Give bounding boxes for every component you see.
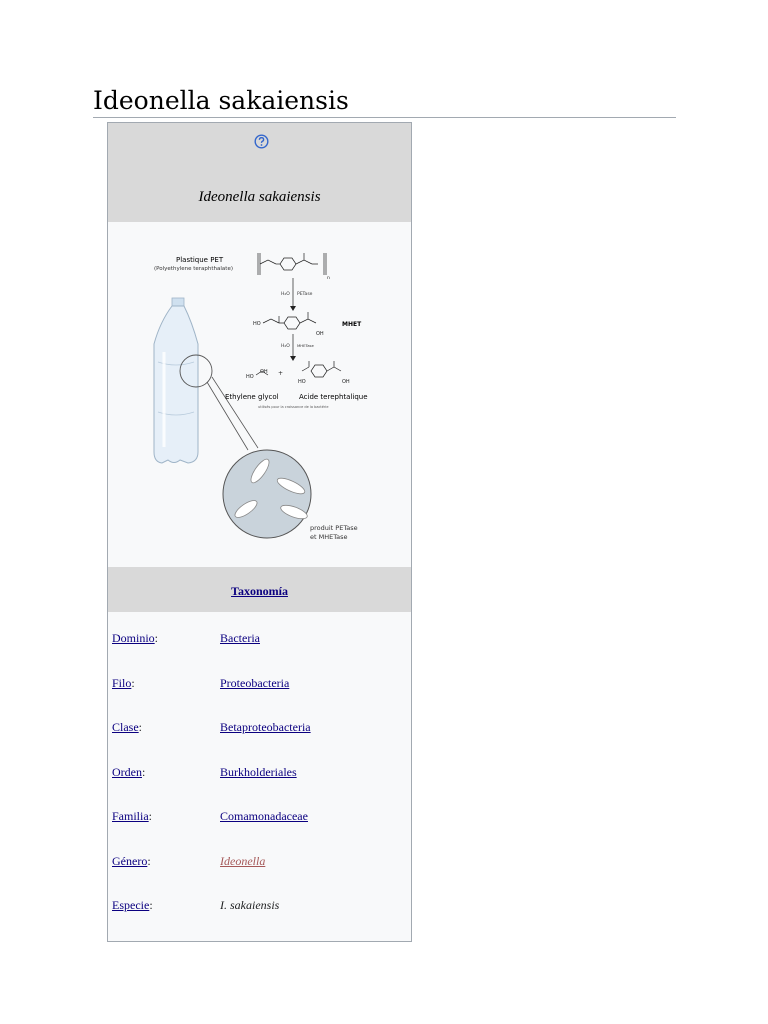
- pet-label: Plastique PET: [176, 256, 224, 264]
- h2o-label-1: H₂O: [281, 292, 290, 297]
- taxonomy-row-dominio: [112, 631, 412, 651]
- taxonomy-row-orden: [112, 765, 412, 785]
- row-key: Dominio:: [112, 631, 159, 645]
- taxonomy-link[interactable]: Taxonomía: [231, 584, 288, 598]
- row-value: [220, 720, 311, 735]
- h2o-label-2: H₂O: [281, 344, 290, 349]
- taxonomy-row-genero: [112, 854, 412, 874]
- clase-link[interactable]: Clase: [112, 720, 139, 734]
- taxonomy-header: [108, 567, 411, 612]
- row-key: Clase:: [112, 720, 143, 734]
- infobox: [107, 122, 412, 942]
- mhet-oh-label: OH: [316, 331, 324, 337]
- row-value: [220, 809, 308, 824]
- mhet-structure: [263, 312, 316, 329]
- row-value: [220, 631, 260, 646]
- pet-n-subscript: n: [327, 276, 330, 281]
- pet-sub-label: (Polyethylene teraphthalate): [154, 266, 233, 272]
- terephthalic-acid-structure: [302, 361, 341, 377]
- infobox-header: [108, 123, 411, 222]
- terephthalic-acid-label: Acide terephtalique: [299, 393, 368, 401]
- ideonella-link[interactable]: Ideonella: [220, 854, 266, 868]
- acid-oh-label: OH: [342, 379, 350, 385]
- burkholderiales-link[interactable]: Burkholderiales: [220, 765, 297, 779]
- row-key: Género:: [112, 854, 151, 868]
- bacteria-label-2: et MHETase: [310, 533, 348, 541]
- title-divider: [93, 117, 676, 118]
- row-value: [220, 676, 289, 691]
- row-value: [220, 854, 265, 869]
- species-name: I. sakaiensis: [220, 898, 280, 912]
- row-key: Orden:: [112, 765, 146, 779]
- page-title: Ideonella sakaiensis: [93, 86, 349, 115]
- comamonadaceae-link[interactable]: Comamonadaceae: [220, 809, 308, 823]
- row-key: Familia:: [112, 809, 153, 823]
- ethylene-glycol-label: Ethylene glycol: [225, 393, 279, 401]
- row-key: Filo:: [112, 676, 135, 690]
- mhetase-label: MHETase: [297, 343, 314, 348]
- genero-link[interactable]: Género: [112, 854, 148, 868]
- acid-ho-label: HO: [298, 379, 306, 385]
- row-value: [220, 898, 279, 913]
- petase-label: PETase: [297, 292, 313, 297]
- proteobacteria-link[interactable]: Proteobacteria: [220, 676, 290, 690]
- plus-sign: +: [278, 370, 284, 377]
- dominio-link[interactable]: Dominio: [112, 631, 155, 645]
- pet-structure: [258, 253, 326, 275]
- row-key: Especie:: [112, 898, 153, 912]
- question-circle-icon[interactable]: [254, 134, 269, 149]
- growth-note: utilisés pour la croissance de la bactérie: [258, 405, 329, 409]
- ethylene-oh-label: OH: [260, 369, 268, 375]
- bacteria-label-1: produit PETase: [310, 524, 358, 532]
- ethylene-ho-label: HO: [246, 374, 254, 380]
- familia-link[interactable]: Familia: [112, 809, 149, 823]
- pet-degradation-figure: [108, 222, 411, 567]
- especie-link[interactable]: Especie: [112, 898, 150, 912]
- taxonomy-row-familia: [112, 809, 412, 829]
- filo-link[interactable]: Filo: [112, 676, 132, 690]
- plastic-bottle-image: [154, 298, 198, 463]
- bacteria-link[interactable]: Bacteria: [220, 631, 260, 645]
- species-title: Ideonella sakaiensis: [198, 189, 321, 205]
- row-value: [220, 765, 297, 780]
- taxonomy-row-filo: [112, 676, 412, 696]
- mhet-ho-label: HO: [253, 321, 261, 327]
- mhet-label: MHET: [342, 321, 362, 328]
- taxonomy-row-especie: [112, 898, 412, 918]
- taxonomy-row-clase: [112, 720, 412, 740]
- orden-link[interactable]: Orden: [112, 765, 142, 779]
- betaproteobacteria-link[interactable]: Betaproteobacteria: [220, 720, 311, 734]
